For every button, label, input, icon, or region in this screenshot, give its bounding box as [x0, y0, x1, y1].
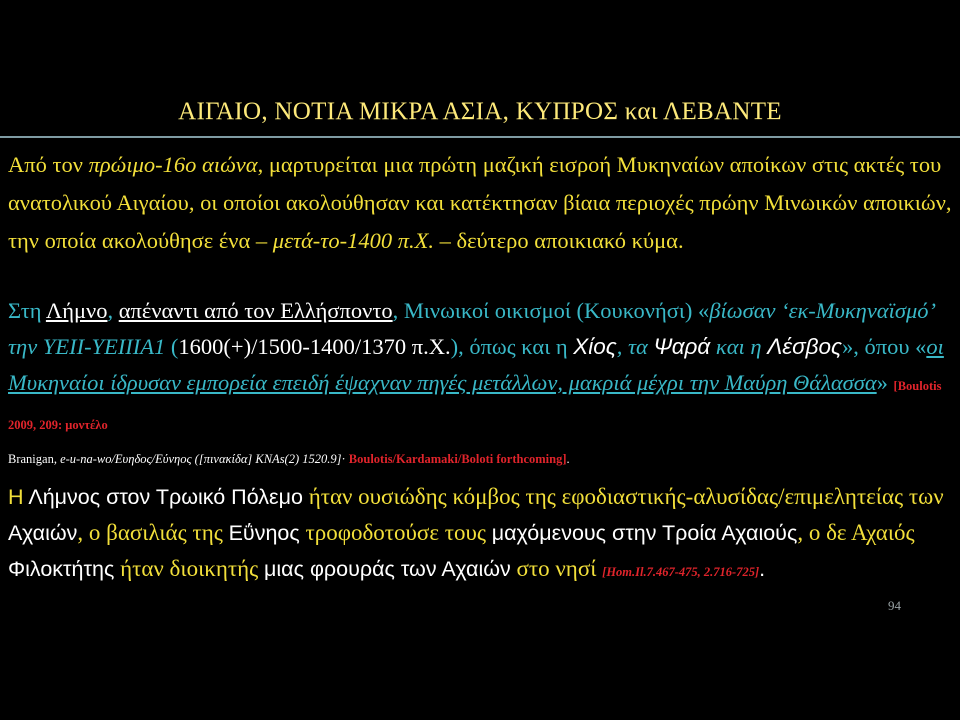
p2-text-c: ,	[107, 298, 119, 323]
p2-dates: 1600(+)/1500-1400/1370 π.Χ.	[178, 334, 451, 359]
p2-text-t: e-u-na-wo/Ευηδος/Εύνηος ([πινακίδα] KNAs(2) 1520.9]	[60, 452, 342, 466]
p1-text-d: μετά-το-1400 π.Χ.	[272, 228, 434, 253]
p3-text-o: στο νησί	[510, 556, 603, 581]
p2-text-k: , τα	[616, 334, 654, 359]
p2-ref-1: [Boulotis 2009, 209: μοντέλο	[8, 379, 942, 432]
p2-lesvos: Λέσβος	[767, 334, 842, 359]
p2-text-o: », όπου «	[841, 334, 927, 359]
p2-text-s: Branigan,	[8, 452, 61, 466]
p1-text-e: – δεύτερο αποικιακό κύμα.	[433, 228, 684, 253]
p3-text-a: Η	[8, 485, 29, 509]
paragraph-3	[8, 479, 952, 590]
p2-quote-1: βίωσαν ‘εκ-Μυκηναϊσμό’ την ΥΕΙΙ-ΥΕΙΙΙΑ1	[8, 298, 934, 359]
p3-fighting-achaeans: μαχόμενους στην Τροία Αχαιούς	[491, 521, 798, 545]
p1-text-b: πρώιμο-16ο αιώνα	[88, 152, 258, 177]
p2-text-u: ·	[341, 452, 349, 466]
p3-text-c: ήταν ουσιώδης κόμβος της εφοδιαστικής-αλυσίδας/επιμελητείας των	[302, 484, 944, 509]
p3-text-i: , ο δε Αχαιός	[797, 520, 915, 545]
paragraph-2-reference-line	[8, 447, 952, 471]
p2-text-a: Στη	[8, 298, 46, 323]
p2-hellespont: απέναντι από τον Ελλήσποντο	[118, 298, 393, 323]
paragraph-1	[8, 146, 952, 260]
p2-text-m: και η	[710, 334, 768, 359]
p3-achaeans: Αχαιών	[8, 521, 78, 545]
p3-euneos: Εΰνηος	[228, 521, 300, 545]
p3-lemnos-trojan-war: Λήμνος στον Τρωικό Πόλεμο	[28, 485, 303, 509]
p2-text-w: .	[566, 452, 570, 466]
p2-lemnos: Λήμνο	[45, 298, 108, 323]
p2-quote-2: οι Μυκηναίοι ίδρυσαν εμπορεία επειδή έψαχναν πηγές μετάλλων, μακριά μέχρι την Μαύρη Θάλασσα	[8, 334, 944, 395]
p2-text-i: ), όπως και η	[450, 334, 574, 359]
p2-text-q: »	[876, 370, 894, 395]
p2-text-e: , Μινωικοί οικισμοί (Κουκονήσι) «	[392, 298, 710, 323]
p3-garrison: φρουράς των Αχαιών	[309, 557, 511, 581]
p3-text-k: ήταν διοικητής	[114, 556, 265, 581]
p3-ref: [Hom.Il.7.467-475, 2.716-725]	[602, 565, 760, 579]
p3-mias: μιας	[264, 557, 304, 581]
title-divider	[0, 136, 960, 138]
p1-text-a: Από τον	[8, 152, 89, 177]
p3-philoctetes: Φιλοκτήτης	[8, 557, 115, 581]
p2-text-g: (	[165, 334, 179, 359]
page-number: 94	[888, 598, 901, 613]
p3-text-g: τροφοδοτούσε τους	[299, 520, 492, 545]
p2-psara: Ψαρά	[653, 334, 711, 359]
p1-text-c: , μαρτυρείται μια πρώτη μαζική εισροή Μυκηναίων αποίκων στις ακτές του ανατολικού Αιγαίου, οι οποίοι ακολούθησαν και κατέκτησαν βίαια περιοχές πρώην Μινωικών αποικιών, την οποία ακολούθησε ένα –	[8, 152, 952, 253]
p2-ref-2: Boulotis/Kardamaki/Boloti forthcoming]	[348, 452, 567, 466]
paragraph-2	[8, 293, 952, 443]
p3-text-e: , ο βασιλιάς της	[77, 520, 229, 545]
p3-text-q: .	[759, 557, 766, 581]
p2-chios: Χίος	[573, 334, 617, 359]
slide-title: ΑΙΓΑΙΟ, ΝΟΤΙΑ ΜΙΚΡΑ ΑΣΙΑ, ΚΥΠΡΟΣ και ΛΕΒΑΝΤΕ	[178, 98, 782, 125]
